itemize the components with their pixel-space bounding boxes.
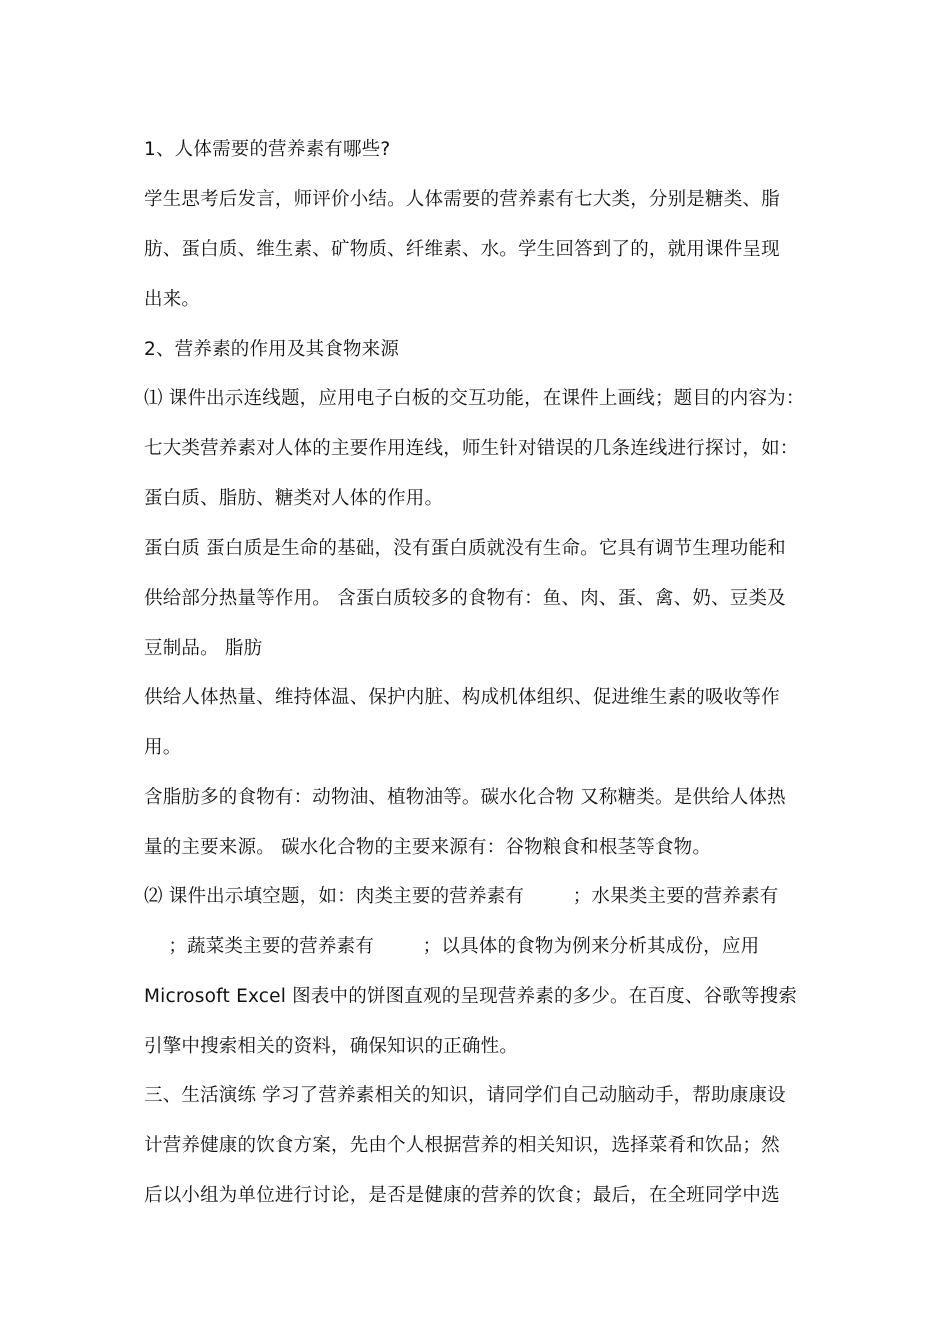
text-line-17: ；蔬菜类主要的营养素有 ；以具体的食物为例来分析其成份，应用 xyxy=(144,936,760,957)
text-line-19: 引擎中搜索相关的资料，确保知识的正确性。 xyxy=(144,1036,519,1057)
text-line-13: 用。 xyxy=(144,737,182,758)
text-line-20: 三、生活演练 学习了营养素相关的知识，请同学们自己动脑动手，帮助康康设 xyxy=(144,1085,786,1106)
text-line-8: 蛋白质、脂肪、糖类对人体的作用。 xyxy=(144,488,444,509)
text-line-2: 学生思考后发言，师评价小结。人体需要的营养素有七大类，分别是糖类、脂 xyxy=(144,189,780,210)
text-line-22: 后以小组为单位进行讨论，是否是健康的营养的饮食；最后，在全班同学中选 xyxy=(144,1185,780,1206)
text-line-15: 量的主要来源。 碳水化合物的主要来源有：谷物粮食和根茎等食物。 xyxy=(144,837,712,858)
text-line-9: 蛋白质 蛋白质是生命的基础，没有蛋白质就没有生命。它具有调节生理功能和 xyxy=(144,538,786,559)
text-line-10: 供给部分热量等作用。 含蛋白质较多的食物有：鱼、肉、蛋、禽、奶、豆类及 xyxy=(144,588,786,609)
text-line-14: 含脂肪多的食物有：动物油、植物油等。碳水化合物 又称糖类。是供给人体热 xyxy=(144,787,786,808)
text-line-11: 豆制品。 脂肪 xyxy=(144,638,263,659)
text-line-12: 供给人体热量、维持体温、保护内脏、构成机体组织、促进维生素的吸收等作 xyxy=(144,687,780,708)
text-line-5: 2、营养素的作用及其食物来源 xyxy=(144,339,400,360)
text-line-6: ⑴ 课件出示连线题，应用电子白板的交互功能，在课件上画线；题目的内容为： xyxy=(144,388,805,409)
text-line-16: ⑵ 课件出示填空题，如：肉类主要的营养素有 ；水果类主要的营养素有 xyxy=(144,886,779,907)
text-line-3: 肪、蛋白质、维生素、矿物质、纤维素、水。学生回答到了的，就用课件呈现 xyxy=(144,239,780,260)
text-line-7: 七大类营养素对人体的主要作用连线，师生针对错误的几条连线进行探讨，如： xyxy=(144,438,799,459)
text-line-1: 1、人体需要的营养素有哪些? xyxy=(144,139,391,160)
text-line-18: Microsoft Excel 图表中的饼图直观的呈现营养素的多少。在百度、谷歌等搜索 xyxy=(144,986,798,1007)
text-line-21: 计营养健康的饮食方案，先由个人根据营养的相关知识，选择菜肴和饮品；然 xyxy=(144,1135,780,1156)
text-line-4: 出来。 xyxy=(144,289,201,310)
